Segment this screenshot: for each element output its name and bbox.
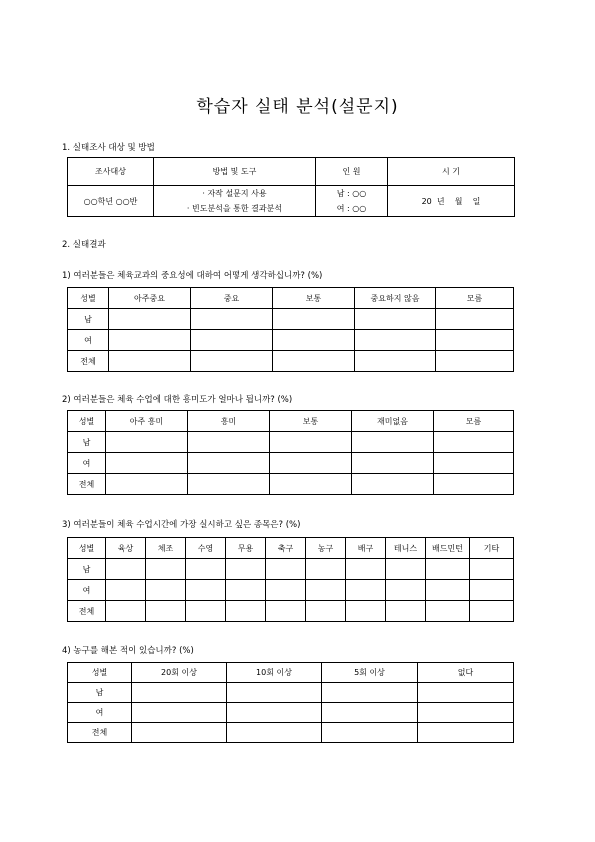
table-row	[68, 432, 514, 453]
answer-cell[interactable]	[273, 330, 355, 351]
section-1-heading: 1. 실태조사 대상 및 방법	[62, 143, 155, 153]
table-row	[68, 703, 514, 723]
table-row	[68, 683, 514, 703]
answer-cell[interactable]	[273, 351, 355, 372]
answer-cell[interactable]	[188, 432, 270, 453]
answer-cell[interactable]	[470, 601, 514, 622]
method-line: · 빈도분석을 통한 결과분석	[186, 204, 283, 213]
answer-cell[interactable]	[266, 601, 306, 622]
header-cell: 성별	[68, 538, 106, 559]
survey-people-cell	[316, 186, 388, 217]
answer-cell[interactable]	[146, 601, 186, 622]
answer-cell[interactable]	[322, 683, 418, 703]
answer-cell[interactable]	[270, 474, 352, 495]
answer-cell[interactable]	[346, 580, 386, 601]
header-cell: 성별	[68, 288, 109, 309]
answer-cell[interactable]	[109, 309, 191, 330]
answer-cell[interactable]	[266, 580, 306, 601]
answer-cell[interactable]	[434, 453, 514, 474]
table-row	[68, 309, 514, 330]
row-label: 여	[68, 453, 106, 474]
answer-cell[interactable]	[386, 580, 426, 601]
answer-cell[interactable]	[270, 453, 352, 474]
answer-cell[interactable]	[426, 559, 470, 580]
header-cell: 테니스	[386, 538, 426, 559]
header-cell: 배구	[346, 538, 386, 559]
answer-cell[interactable]	[106, 580, 146, 601]
table-header-row	[68, 663, 514, 683]
answer-cell[interactable]	[306, 580, 346, 601]
answer-cell[interactable]	[106, 453, 188, 474]
answer-cell[interactable]	[146, 559, 186, 580]
answer-cell[interactable]	[322, 703, 418, 723]
row-label: 전체	[68, 601, 106, 622]
answer-cell[interactable]	[436, 330, 514, 351]
question-3-text: 3) 여러분들이 체육 수업시간에 가장 실시하고 싶은 종목은? (%)	[62, 520, 301, 530]
answer-cell[interactable]	[226, 601, 266, 622]
answer-cell[interactable]	[191, 351, 273, 372]
survey-target-cell: ○○학년 ○○반	[68, 186, 154, 217]
header-cell: 중요하지 않음	[355, 288, 436, 309]
answer-cell[interactable]	[426, 601, 470, 622]
people-line: 여 : ○○	[336, 204, 367, 213]
answer-cell[interactable]	[227, 723, 322, 743]
answer-cell[interactable]	[266, 559, 306, 580]
answer-cell[interactable]	[106, 559, 146, 580]
header-cell: 체조	[146, 538, 186, 559]
answer-cell[interactable]	[436, 309, 514, 330]
people-line: 남 : ○○	[336, 189, 367, 198]
header-cell: 수영	[186, 538, 226, 559]
survey-overview-table	[67, 157, 515, 217]
answer-cell[interactable]	[191, 309, 273, 330]
answer-cell[interactable]	[418, 683, 514, 703]
row-label: 남	[68, 432, 106, 453]
question-2-text: 2) 여러분들은 체육 수업에 대한 흥미도가 얼마나 됩니까? (%)	[62, 395, 293, 405]
question-2-table	[67, 410, 514, 495]
answer-cell[interactable]	[386, 559, 426, 580]
header-cell: 보통	[273, 288, 355, 309]
answer-cell[interactable]	[418, 723, 514, 743]
answer-cell[interactable]	[188, 453, 270, 474]
header-cell: 10회 이상	[227, 663, 322, 683]
answer-cell[interactable]	[109, 330, 191, 351]
header-cell: 축구	[266, 538, 306, 559]
header-cell: 5회 이상	[322, 663, 418, 683]
answer-cell[interactable]	[186, 580, 226, 601]
answer-cell[interactable]	[355, 330, 436, 351]
table-row	[68, 723, 514, 743]
answer-cell[interactable]	[226, 559, 266, 580]
table-row	[68, 351, 514, 372]
answer-cell[interactable]	[132, 683, 227, 703]
answer-cell[interactable]	[322, 723, 418, 743]
row-label: 여	[68, 703, 132, 723]
row-label: 여	[68, 330, 109, 351]
answer-cell[interactable]	[352, 453, 434, 474]
question-3-table	[67, 537, 514, 622]
table-row	[68, 559, 514, 580]
answer-cell[interactable]	[188, 474, 270, 495]
answer-cell[interactable]	[346, 601, 386, 622]
table-row	[68, 474, 514, 495]
header-cell: 흥미	[188, 411, 270, 432]
question-1-text: 1) 여러분들은 체육교과의 중요성에 대하여 어떻게 생각하십니까? (%)	[62, 271, 323, 281]
answer-cell[interactable]	[434, 432, 514, 453]
table-header-row	[68, 538, 514, 559]
answer-cell[interactable]	[191, 330, 273, 351]
answer-cell[interactable]	[270, 432, 352, 453]
answer-cell[interactable]	[355, 351, 436, 372]
answer-cell[interactable]	[470, 580, 514, 601]
header-cell: 20회 이상	[132, 663, 227, 683]
answer-cell[interactable]	[434, 474, 514, 495]
answer-cell[interactable]	[306, 601, 346, 622]
header-cell: 농구	[306, 538, 346, 559]
question-1-table	[67, 287, 514, 372]
header-cell: 배드민턴	[426, 538, 470, 559]
question-4-text: 4) 농구를 해본 적이 있습니까? (%)	[62, 646, 194, 656]
table-row	[68, 453, 514, 474]
header-cell: 성별	[68, 663, 132, 683]
table-row	[68, 186, 515, 217]
survey-method-cell	[154, 186, 316, 217]
header-cell: 중요	[191, 288, 273, 309]
row-label: 전체	[68, 723, 132, 743]
answer-cell[interactable]	[227, 703, 322, 723]
answer-cell[interactable]	[346, 559, 386, 580]
header-cell: 육상	[106, 538, 146, 559]
row-label: 전체	[68, 474, 106, 495]
row-label: 남	[68, 559, 106, 580]
answer-cell[interactable]	[352, 474, 434, 495]
table-header-row	[68, 288, 514, 309]
table-row	[68, 601, 514, 622]
answer-cell[interactable]	[426, 580, 470, 601]
answer-cell[interactable]	[146, 580, 186, 601]
answer-cell[interactable]	[436, 351, 514, 372]
answer-cell[interactable]	[186, 601, 226, 622]
header-cell: 무용	[226, 538, 266, 559]
answer-cell[interactable]	[109, 351, 191, 372]
table-header-row	[68, 158, 515, 186]
table-header-row	[68, 411, 514, 432]
header-cell: 방법 및 도구	[154, 158, 316, 186]
survey-period-cell: 20 년 월 일	[388, 186, 515, 217]
table-row	[68, 580, 514, 601]
answer-cell[interactable]	[186, 559, 226, 580]
row-label: 전체	[68, 351, 109, 372]
row-label: 남	[68, 309, 109, 330]
answer-cell[interactable]	[226, 580, 266, 601]
header-cell: 아주 흥미	[106, 411, 188, 432]
answer-cell[interactable]	[470, 559, 514, 580]
header-cell: 모름	[434, 411, 514, 432]
header-cell: 성별	[68, 411, 106, 432]
answer-cell[interactable]	[106, 432, 188, 453]
answer-cell[interactable]	[355, 309, 436, 330]
answer-cell[interactable]	[227, 683, 322, 703]
row-label: 남	[68, 683, 132, 703]
answer-cell[interactable]	[306, 559, 346, 580]
page-title: 학습자 실태 분석(설문지)	[196, 97, 399, 117]
header-cell: 보통	[270, 411, 352, 432]
header-cell: 재미없음	[352, 411, 434, 432]
answer-cell[interactable]	[132, 723, 227, 743]
section-2-heading: 2. 실태결과	[62, 240, 106, 250]
header-cell: 없다	[418, 663, 514, 683]
header-cell: 조사대상	[68, 158, 154, 186]
header-cell: 아주중요	[109, 288, 191, 309]
answer-cell[interactable]	[106, 601, 146, 622]
header-cell: 시 기	[388, 158, 515, 186]
answer-cell[interactable]	[273, 309, 355, 330]
header-cell: 인 원	[316, 158, 388, 186]
question-4-table	[67, 662, 514, 743]
answer-cell[interactable]	[386, 601, 426, 622]
answer-cell[interactable]	[418, 703, 514, 723]
answer-cell[interactable]	[132, 703, 227, 723]
method-line: · 자작 설문지 사용	[202, 189, 267, 198]
row-label: 여	[68, 580, 106, 601]
header-cell: 모름	[436, 288, 514, 309]
answer-cell[interactable]	[106, 474, 188, 495]
table-row	[68, 330, 514, 351]
header-cell: 기타	[470, 538, 514, 559]
answer-cell[interactable]	[352, 432, 434, 453]
